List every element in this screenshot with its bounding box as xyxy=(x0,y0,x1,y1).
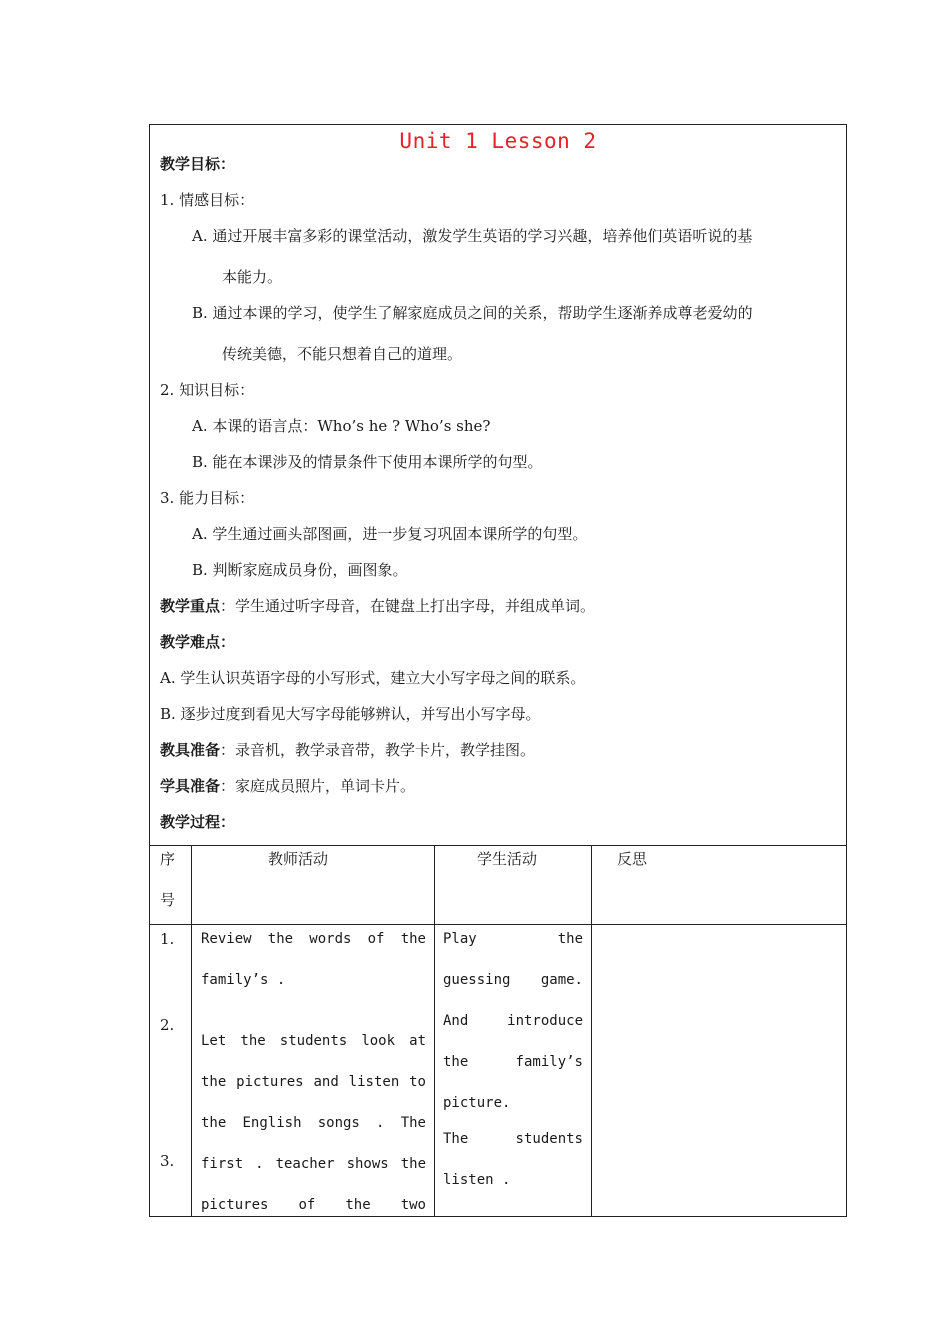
emotional-objective-a-line1: A. 通过开展丰富多彩的课堂活动，激发学生英语的学习兴趣，培养他们英语听说的基 xyxy=(192,227,753,245)
lesson-plan-frame xyxy=(149,124,847,1217)
emotional-objective-a-line2: 本能力。 xyxy=(222,268,283,286)
teacher-activity-line: the English songs . The xyxy=(201,1115,426,1131)
teacher-activity-line: pictures of the two xyxy=(201,1197,426,1213)
key-point xyxy=(160,596,595,616)
difficulty-a: A. 学生认识英语字母的小写形式，建立大小写字母之间的联系。 xyxy=(160,669,586,687)
difficulty-heading: 教学难点： xyxy=(160,633,236,651)
header-student-activity: 学生活动 xyxy=(477,850,538,868)
ability-objective-label: 3. 能力目标： xyxy=(160,489,255,507)
table-col-divider-1 xyxy=(191,845,192,1217)
teacher-activity-line: family’s . xyxy=(201,972,286,988)
teacher-activity-line: the pictures and listen to xyxy=(201,1074,426,1090)
header-teacher-activity: 教师活动 xyxy=(268,850,329,868)
emotional-objective-label: 1. 情感目标： xyxy=(160,191,255,209)
student-activity-line: guessing game. xyxy=(443,972,583,988)
student-tools-label: 学具准备 xyxy=(160,777,221,795)
student-tools-text: ：家庭成员照片，单词卡片。 xyxy=(220,777,416,795)
teacher-activity-line: Let the students look at xyxy=(201,1033,426,1049)
table-top-border xyxy=(150,845,846,846)
step-number: 1. xyxy=(160,930,175,948)
step-number: 2. xyxy=(160,1016,175,1034)
table-col-divider-3 xyxy=(591,845,592,1217)
key-point-label: 教学重点 xyxy=(160,597,221,615)
student-activity-line: The students xyxy=(443,1131,583,1147)
key-point-text: ：学生通过听字母音，在键盘上打出字母，并组成单词。 xyxy=(220,597,596,615)
difficulty-b: B. 逐步过度到看见大写字母能够辨认，并写出小写字母。 xyxy=(160,705,541,723)
emotional-objective-b-line2: 传统美德，不能只想着自己的道理。 xyxy=(222,345,463,363)
student-activity-line: the family’s xyxy=(443,1054,583,1070)
table-col-divider-2 xyxy=(434,845,435,1217)
teacher-tools-label: 教具准备 xyxy=(160,741,221,759)
teacher-tools xyxy=(160,740,535,760)
knowledge-objective-label: 2. 知识目标： xyxy=(160,381,255,399)
knowledge-objective-a: A. 本课的语言点：Who’s he ? Who’s she? xyxy=(192,417,491,435)
ability-objective-b: B. 判断家庭成员身份，画图象。 xyxy=(192,561,408,579)
table-header-divider xyxy=(150,924,846,925)
teacher-activity-line: first . teacher shows the xyxy=(201,1156,426,1172)
teacher-activity-line: Review the words of the xyxy=(201,931,426,947)
lesson-title: Unit 1 Lesson 2 xyxy=(399,129,597,153)
header-seq-line2: 号 xyxy=(160,891,176,909)
process-heading: 教学过程： xyxy=(160,813,236,831)
step-number: 3. xyxy=(160,1152,175,1170)
student-activity-line: picture. xyxy=(443,1095,511,1111)
knowledge-objective-b: B. 能在本课涉及的情景条件下使用本课所学的句型。 xyxy=(192,453,543,471)
student-activity-line: And introduce xyxy=(443,1013,583,1029)
ability-objective-a: A. 学生通过画头部图画，进一步复习巩固本课所学的句型。 xyxy=(192,525,588,543)
student-activity-line: listen . xyxy=(443,1172,511,1188)
emotional-objective-b-line1: B. 通过本课的学习，使学生了解家庭成员之间的关系，帮助学生逐渐养成尊老爱幼的 xyxy=(192,304,753,322)
teacher-tools-text: ：录音机，教学录音带，教学卡片，教学挂图。 xyxy=(220,741,536,759)
student-tools xyxy=(160,776,415,796)
student-activity-line: Play the xyxy=(443,931,583,947)
objectives-heading: 教学目标： xyxy=(160,155,236,173)
header-reflection: 反思 xyxy=(617,850,648,868)
header-seq-line1: 序 xyxy=(160,850,176,868)
